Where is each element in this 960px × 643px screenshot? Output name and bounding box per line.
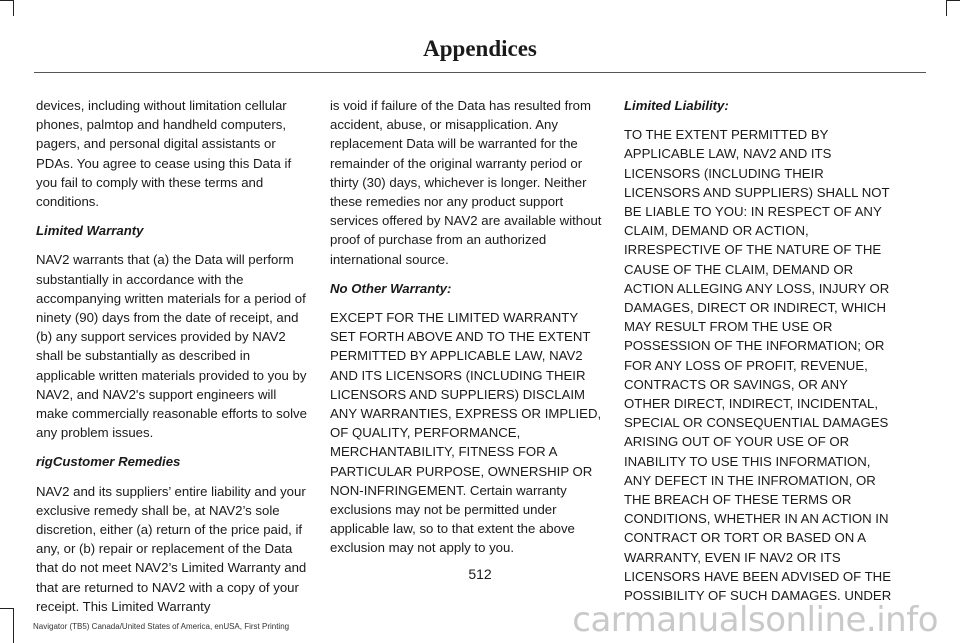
paragraph: NAV2 warrants that (a) the Data will perform substantially in accordance with the accompanying written materials for a period of ninety (90) days from the date of receipt, and (b) any support services provided by NAV2 shall be substantially as described in applicable written materials provided to you by NAV2, and NAV2's support engineers will make commercially reasonable efforts to solve any problem issues. — [36, 252, 307, 441]
paragraph: EXCEPT FOR THE LIMITED WARRANTY SET FORTH ABOVE AND TO THE EXTENT PERMITTED BY APPLICABLE LAW, NAV2 AND ITS LICENSORS (INCLUDING THEIR LICENSORS AND SUPPLIERS) DISCLAIM ANY WARRANTIES, EXPRESS OR IMPLIED, OF QUALITY, PERFORMANCE, MERCHANTABILITY, FITNESS FOR A PARTICULAR PURPOSE, OWNERSHIP OR NON-INFRINGEMENT. Certain warranty exclusions may not be permitted under applicable law, so to that extent the above exclusion may not apply to you. — [330, 310, 602, 556]
paragraph: TO THE EXTENT PERMITTED BY APPLICABLE LAW, NAV2 AND ITS LICENSORS (INCLUDING THEIR LICENSORS AND SUPPLIERS) SHALL NOT BE LIABLE TO YOU: IN RESPECT OF ANY CLAIM, DEMAND OR ACTION, IRRESPECTIVE OF THE NATURE OF THE CAUSE OF THE CLAIM, DEMAND OR ACTION ALLEGING ANY LOSS, INJURY OR DAMAGES, DIRECT OR INDIRECT, WHICH MAY RESULT FROM THE USE OR POSSESSION OF THE INFORMATION; OR FOR ANY LOSS OF PROFIT, REVENUE, CONTRACTS OR SAVINGS, OR ANY OTHER DIRECT, INDIRECT, INCIDENTAL, SPECIAL OR CONSEQUENTIAL DAMAGES ARISING OUT OF YOUR USE OF OR INABILITY TO USE THIS INFORMATION, ANY DEFECT IN THE INFROMATION, OR THE BREACH OF THESE TERMS OR CONDITIONS, WHETHER IN AN ACTION IN CONTRACT OR TORT OR BASED ON A WARRANTY, EVEN IF NAV2 OR ITS LICENSORS HAVE BEEN ADVISED OF THE POSSIBILITY OF SUCH DAMAGES. UNDER — [624, 127, 892, 604]
text-column-left — [36, 96, 308, 626]
page-number: 512 — [468, 566, 492, 582]
crop-mark-bottom-left-vertical — [13, 608, 14, 643]
page-title: Appendices — [423, 36, 537, 61]
paragraph: NAV2 and its suppliers’ entire liability and your exclusive remedy shall be, at NAV2’s sole discretion, either (a) return of the price paid, if any, or (b) repair or replacement of the Data that do not meet NAV2’s Limited Warranty and that are returned to NAV2 with a copy of your receipt. This Limited Warranty — [36, 483, 307, 614]
text-column-right — [624, 96, 896, 615]
section-heading: rigCustomer Remedies — [36, 454, 181, 470]
section-heading: Limited Liability: — [624, 98, 729, 113]
section-heading: No Other Warranty: — [330, 280, 452, 296]
section-heading: Limited Warranty — [36, 223, 144, 239]
publication-info: Navigator (TB5) Canada/United States of America, enUSA, First Printing — [33, 622, 290, 631]
crop-mark-top-left — [0, 0, 14, 1]
crop-mark-top-left-vertical — [13, 0, 14, 16]
crop-mark-top-right-vertical — [946, 0, 947, 16]
paragraph: is void if failure of the Data has resulted from accident, abuse, or misapplication. Any replacement Data will be warranted for the remainder of the original warranty period or thirty (30) days, whichever is longer. Neither these remedies nor any product support services offered by NAV2 are available without proof of purchase from an authorized international source. — [330, 98, 602, 267]
text-column-middle — [330, 96, 602, 568]
crop-mark-top-right — [946, 0, 960, 1]
header-divider — [34, 72, 926, 73]
crop-mark-bottom-left — [0, 608, 14, 609]
watermark: carmanualsonline.info — [572, 600, 938, 640]
paragraph: devices, including without limitation cellular phones, palmtop and handheld computers, pagers, and personal digital assistants or PDAs. You agree to cease using this Data if you fail to comply with these terms and conditions. — [36, 98, 292, 210]
